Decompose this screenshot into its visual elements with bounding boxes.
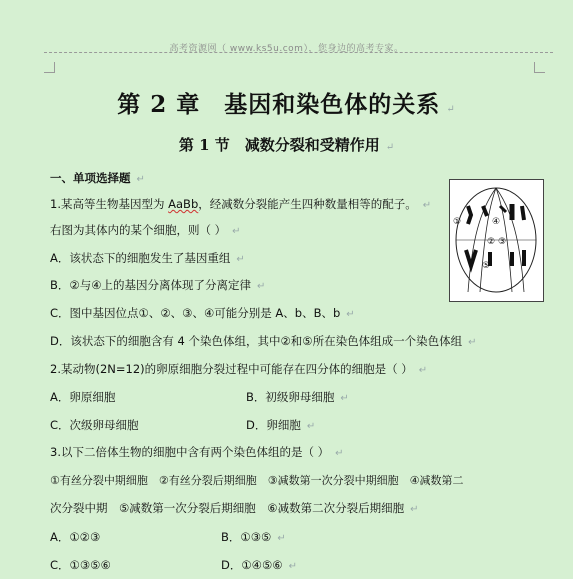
q3-stem-text: 3.以下二倍体生物的细胞中含有两个染色体组的是（ ） xyxy=(50,445,330,459)
q2-option-c xyxy=(50,417,139,433)
q2-stem xyxy=(50,361,427,377)
q2-option-b-text: B．初级卵母细胞 xyxy=(246,390,335,404)
header-dashed-rule xyxy=(44,52,553,53)
q3-line2 xyxy=(50,472,463,488)
chromosome xyxy=(522,206,524,220)
paragraph-mark: ↵ xyxy=(418,365,428,376)
chapter-title-text: 第 2 章 基因和染色体的关系 xyxy=(117,91,441,118)
q3-line3 xyxy=(50,500,419,516)
figure-label-4: ④ xyxy=(492,217,501,227)
paragraph-mark: ↵ xyxy=(306,421,316,432)
paragraph-mark: ↵ xyxy=(257,281,266,292)
paragraph-mark: ↵ xyxy=(277,533,286,544)
paragraph-mark: ↵ xyxy=(446,104,456,115)
q2-option-a-text: A．卵原细胞 xyxy=(50,390,116,404)
q1-option-d xyxy=(50,333,477,349)
q1-option-b-text: B．②与④上的基因分离体现了分离定律 xyxy=(50,278,252,292)
paragraph-mark: ↵ xyxy=(335,448,344,459)
cell-diagram-svg xyxy=(450,180,543,301)
q2-option-d-text: D．卵细胞 xyxy=(246,418,301,432)
q3-option-d xyxy=(221,557,297,573)
q3-option-c-text: C．①③⑤⑥ xyxy=(50,558,111,572)
q2-option-c-text: C．次级卵母细胞 xyxy=(50,418,139,432)
q3-option-a-text: A．①②③ xyxy=(50,530,101,544)
chromosome xyxy=(468,206,471,224)
section-title-text: 第 1 节 减数分裂和受精作用 xyxy=(178,136,380,154)
q2-stem-text: 2.某动物(2N=12)的卵原细胞分裂过程中可能存在四分体的细胞是（ ） xyxy=(50,362,413,376)
q1-stem-line1 xyxy=(50,196,431,212)
q2-option-b xyxy=(246,389,349,405)
paragraph-mark: ↵ xyxy=(385,142,395,153)
paragraph-mark: ↵ xyxy=(468,337,477,348)
paragraph-mark: ↵ xyxy=(340,393,349,404)
cell-division-figure xyxy=(449,179,544,302)
part-one-heading-text: 一、单项选择题 xyxy=(50,171,131,185)
q3-line2-text: ①有丝分裂中期细胞 ②有丝分裂后期细胞 ③减数第一次分裂中期细胞 ④减数第二 xyxy=(50,474,464,487)
figure-label-3: ③ xyxy=(498,237,507,247)
q1-option-c xyxy=(50,305,355,321)
chromosome xyxy=(500,206,506,212)
q3-stem xyxy=(50,444,344,460)
site-header: 高考资源网（ www.ks5u.com），您身边的高考专家。 xyxy=(169,44,404,54)
figure-label-5: ⑤ xyxy=(482,261,491,271)
q3-option-d-text: D．①④⑤⑥ xyxy=(221,558,283,572)
corner-crop-mark-right xyxy=(534,62,545,73)
q3-option-b-text: B．①③⑤ xyxy=(221,530,272,544)
chromosome xyxy=(466,250,476,266)
q3-option-b xyxy=(221,529,286,545)
figure-label-1: ① xyxy=(453,217,462,227)
q1-stem-suffix: ，经减数分裂能产生四种数量相等的配子。 xyxy=(198,197,417,211)
corner-crop-mark-left xyxy=(44,62,55,73)
q1-option-d-text: D．该状态下的细胞含有 4 个染色体组，其中②和⑤所在染色体组成一个染色体组 xyxy=(50,334,463,348)
q1-stem-prefix: 1.某高等生物基因型为 xyxy=(50,197,169,211)
q1-option-a xyxy=(50,250,245,266)
section-title xyxy=(0,134,573,155)
q1-stem-line2-text: 右图为其体内的某个细胞，则（ ） xyxy=(50,223,227,237)
part-one-heading xyxy=(50,170,145,186)
q3-option-c xyxy=(50,557,111,573)
paragraph-mark: ↵ xyxy=(346,309,355,320)
q3-line3-text: 次分裂中期 ⑤减数第一次分裂后期细胞 ⑥减数第二次分裂后期细胞 xyxy=(50,501,405,515)
q1-option-c-text: C．图中基因位点①、②、③、④可能分别是 A、b、B、b xyxy=(50,306,341,320)
q1-option-a-text: A．该状态下的细胞发生了基因重组 xyxy=(50,251,231,265)
q1-genotype: AaBb xyxy=(168,197,199,211)
q1-option-b xyxy=(50,277,265,293)
paragraph-mark: ↵ xyxy=(422,200,432,211)
paragraph-mark: ↵ xyxy=(288,561,297,572)
chapter-title xyxy=(0,86,573,119)
paragraph-mark: ↵ xyxy=(236,254,245,265)
chromosome xyxy=(483,206,487,216)
q2-option-a xyxy=(50,389,115,405)
paragraph-mark: ↵ xyxy=(136,174,145,185)
figure-label-2: ② xyxy=(487,237,496,247)
q1-stem-line2 xyxy=(50,222,241,238)
q2-option-d xyxy=(246,417,315,433)
paragraph-mark: ↵ xyxy=(232,226,241,237)
q3-option-a xyxy=(50,529,100,545)
paragraph-mark: ↵ xyxy=(410,504,419,515)
